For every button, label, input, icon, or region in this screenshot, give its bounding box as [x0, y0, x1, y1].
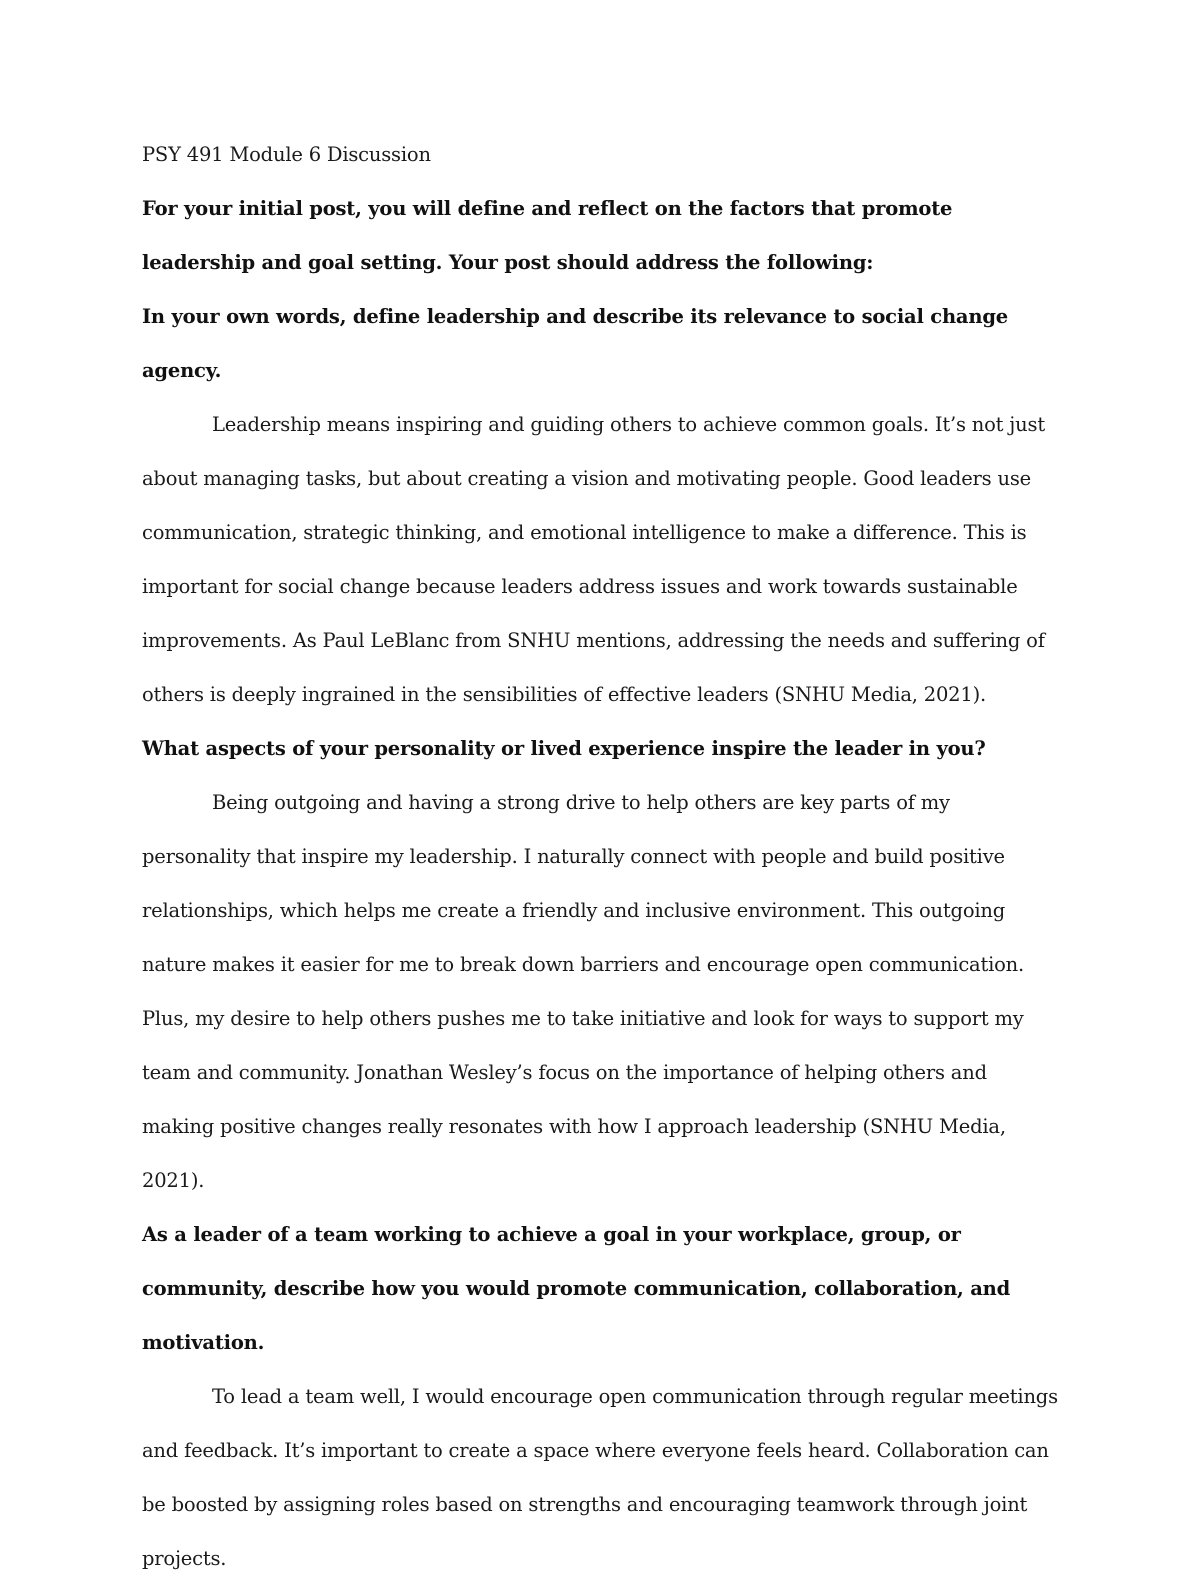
prompt-personality: What aspects of your personality or lived experience inspire the leader in you? [142, 737, 986, 760]
answer-team-leader: To lead a team well, I would encourage open communication through regular meetings and feedback. It’s important to create a space where everyone feels heard. Collaboration can be boosted by assigning roles based on strengths and encouraging teamwork through joint projects. [142, 1385, 1058, 1570]
document-title: PSY 491 Module 6 Discussion [142, 143, 431, 166]
prompt-initial-post: For your initial post, you will define and reflect on the factors that promote leadership and goal setting. Your post should address the following: [142, 197, 953, 274]
answer-personality: Being outgoing and having a strong drive to help others are key parts of my personality that inspire my leadership. I naturally connect with people and build positive relationships, which helps me create a friendly and inclusive environment. This outgoing nature makes it easier for me to break down barriers and encourage open communication. Plus, my desire to help others pushes me to take initiative and look for ways to support my team and community. Jonathan Wesley’s focus on the importance of helping others and making positive changes really resonates with how I approach leadership (SNHU Media, 2021). [142, 791, 1025, 1192]
document-body [142, 128, 1060, 1586]
answer-define-leadership: Leadership means inspiring and guiding others to achieve common goals. It’s not just about managing tasks, but about creating a vision and motivating people. Good leaders use communication, strategic thinking, and emotional intelligence to make a difference. This is important for social change because leaders address issues and work towards sustainable improvements. As Paul LeBlanc from SNHU mentions, addressing the needs and suffering of others is deeply ingrained in the sensibilities of effective leaders (SNHU Media, 2021). [142, 413, 1045, 706]
prompt-team-leader: As a leader of a team working to achieve a goal in your workplace, group, or community, describe how you would promote communication, collaboration, and motivation. [142, 1223, 1011, 1354]
prompt-define-leadership: In your own words, define leadership and describe its relevance to social change agency. [142, 305, 1008, 382]
